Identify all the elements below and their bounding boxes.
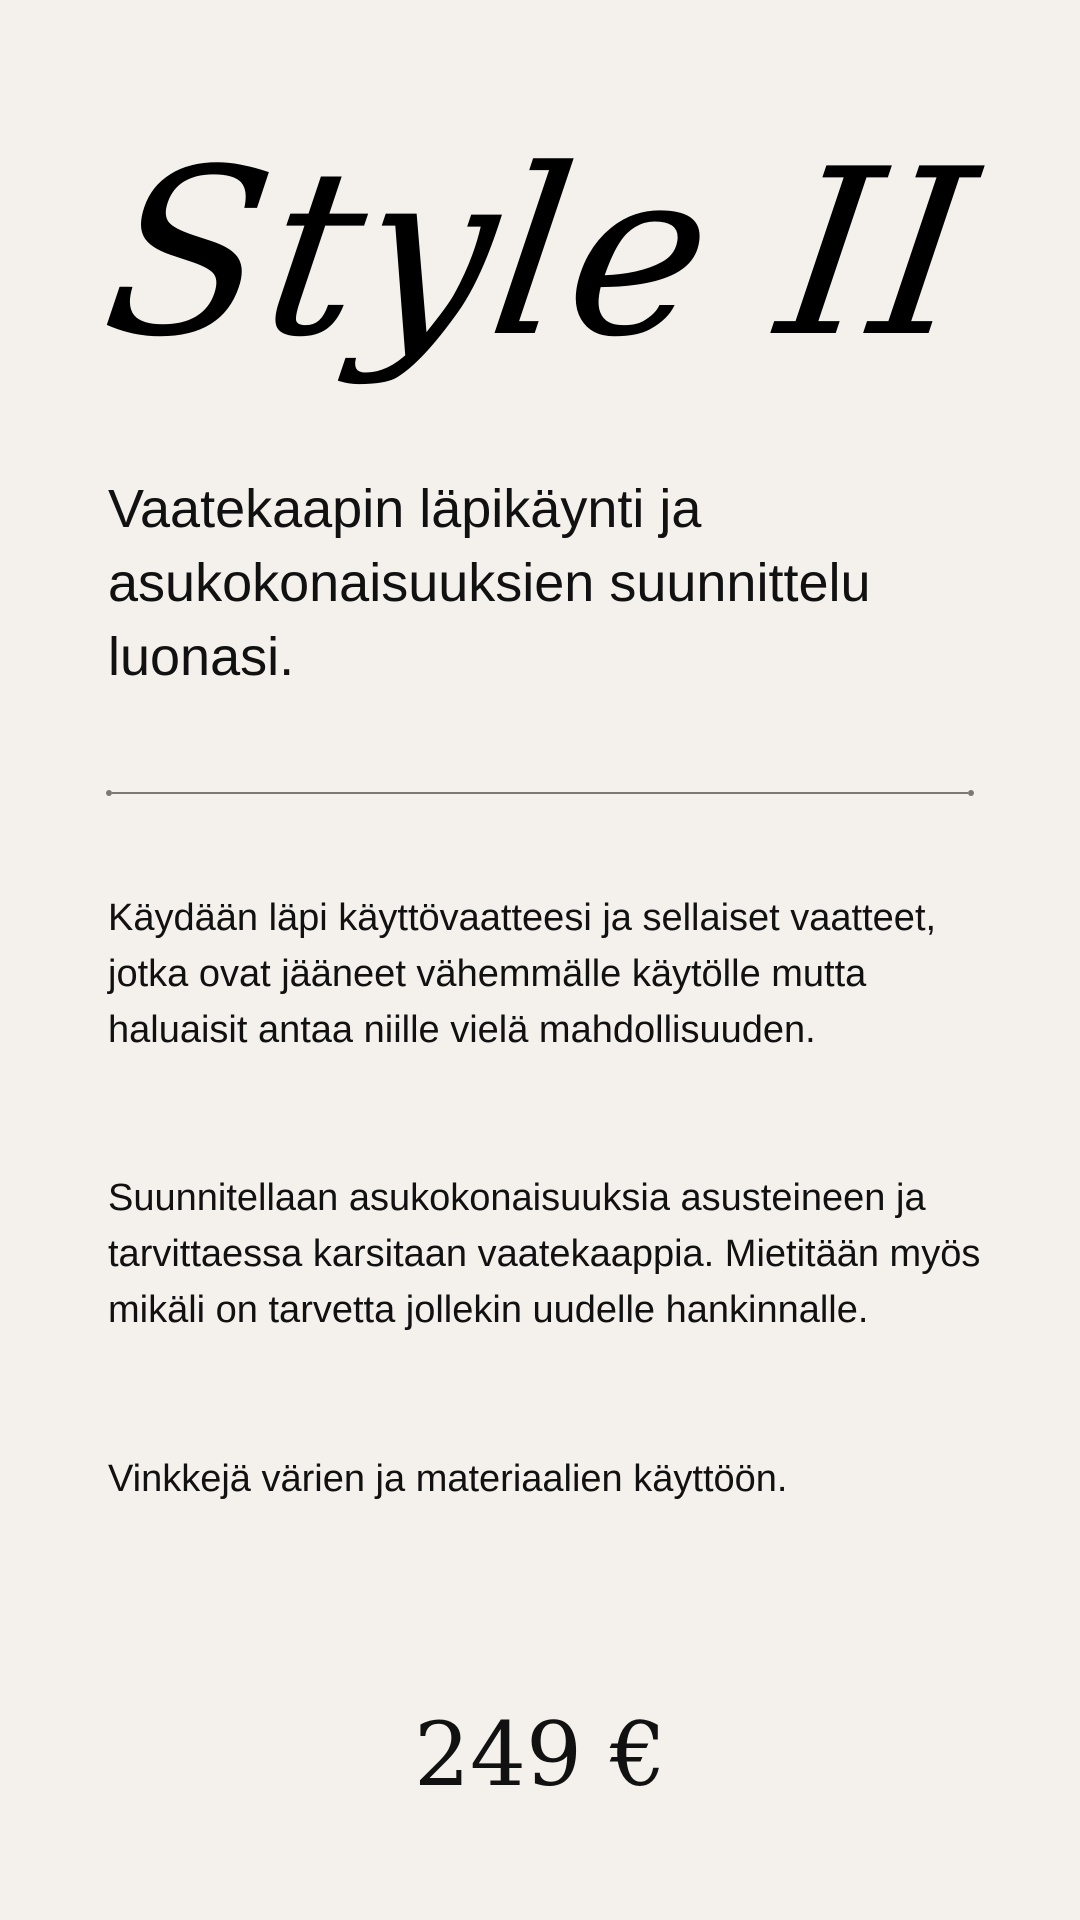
price-label: 249 €: [414, 1703, 666, 1806]
description-paragraph: Suunnitellaan asukokonaisuuksia asusteineen ja tarvittaessa karsitaan vaatekaappia. Mietitään myös mikäli on tarvetta jollekin uudelle hankinnalle.: [108, 1177, 981, 1331]
description-paragraph: Käydään läpi käyttövaatteesi ja sellaiset vaatteet, jotka ovat jääneet vähemmälle käytölle mutta haluaisit antaa niille vielä mahdollisuuden.: [108, 897, 937, 1051]
title-container: [0, 105, 1080, 405]
service-title: Style II: [91, 121, 990, 388]
service-subtitle: Vaatekaapin läpikäynti ja asukokonaisuuksien suunnittelu luonasi.: [108, 479, 871, 687]
section-divider: [112, 792, 968, 794]
description-paragraph: Vinkkejä värien ja materiaalien käyttöön.: [108, 1458, 788, 1500]
